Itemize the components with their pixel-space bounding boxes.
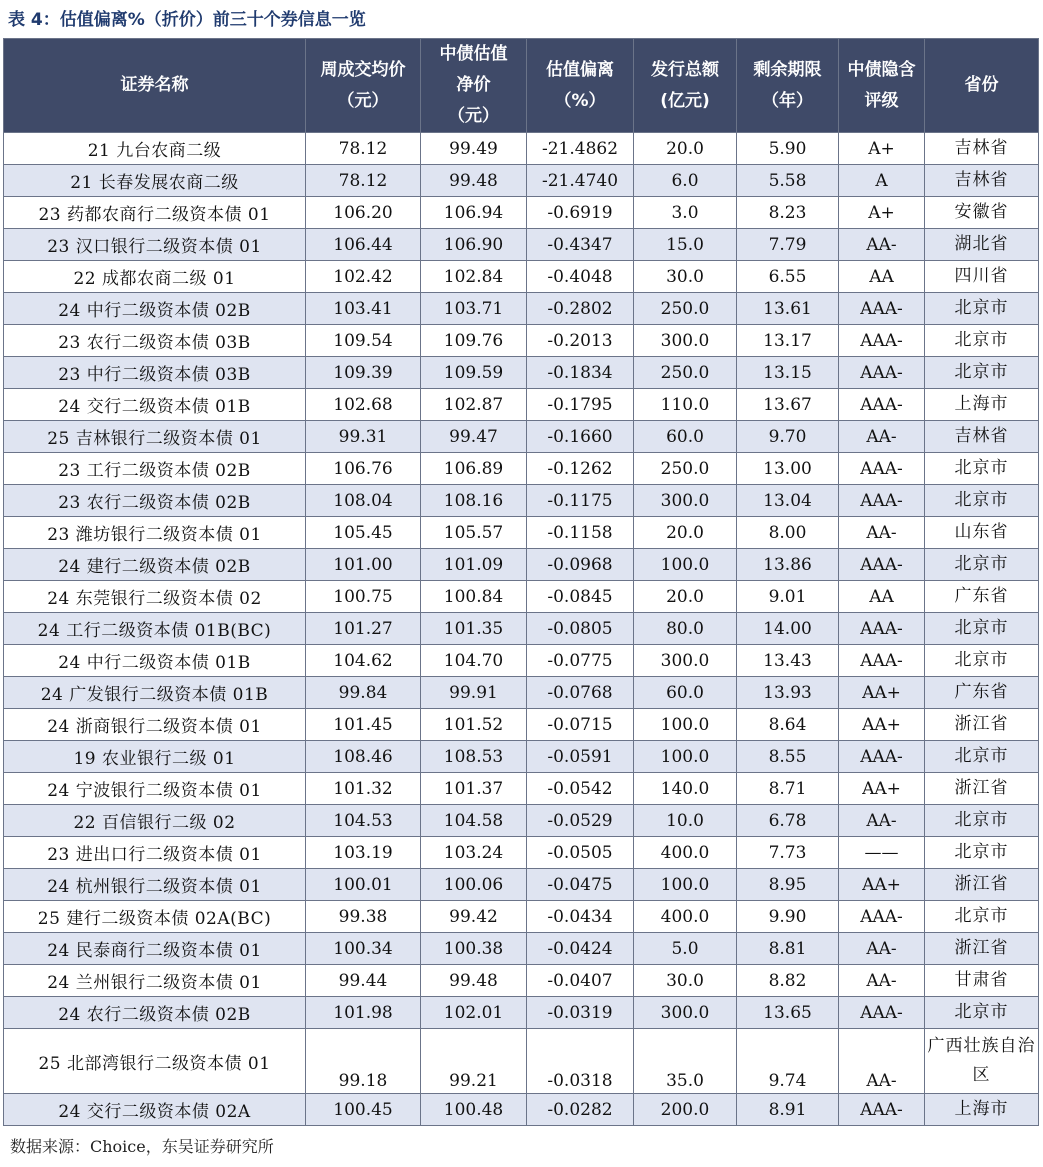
- cell-issue-size: 300.0: [634, 997, 737, 1029]
- cell-avg-price: 101.32: [306, 773, 421, 805]
- cell-issue-size: 15.0: [634, 229, 737, 261]
- cell-remaining-term: 6.78: [737, 805, 839, 837]
- cell-issue-size: 100.0: [634, 741, 737, 773]
- cell-issue-size: 300.0: [634, 645, 737, 677]
- table-row: [4, 485, 1039, 517]
- cell-avg-price: 106.20: [306, 197, 421, 229]
- cell-name: 21 长春发展农商二级: [4, 165, 306, 197]
- cell-implied-rating: AAA-: [839, 997, 925, 1029]
- cell-province: 湖北省: [925, 229, 1039, 261]
- bond-table: [3, 38, 1039, 1126]
- cell-avg-price: 78.12: [306, 133, 421, 165]
- cell-avg-price: 106.44: [306, 229, 421, 261]
- cell-province: 北京市: [925, 805, 1039, 837]
- cell-valuation-price: 99.48: [421, 165, 527, 197]
- table-row: [4, 293, 1039, 325]
- cell-remaining-term: 13.17: [737, 325, 839, 357]
- cell-remaining-term: 8.95: [737, 869, 839, 901]
- cell-implied-rating: AA-: [839, 229, 925, 261]
- cell-implied-rating: AA+: [839, 709, 925, 741]
- cell-issue-size: 250.0: [634, 453, 737, 485]
- cell-implied-rating: A+: [839, 133, 925, 165]
- cell-remaining-term: 8.91: [737, 1094, 839, 1126]
- table-row: [4, 933, 1039, 965]
- cell-province: 浙江省: [925, 933, 1039, 965]
- cell-name: 23 中行二级资本债 03B: [4, 357, 306, 389]
- cell-valuation-price: 102.84: [421, 261, 527, 293]
- header-name: 证券名称: [4, 39, 306, 133]
- table-row: [4, 709, 1039, 741]
- cell-province: 北京市: [925, 741, 1039, 773]
- cell-valuation-price: 104.58: [421, 805, 527, 837]
- cell-avg-price: 102.68: [306, 389, 421, 421]
- cell-issue-size: 80.0: [634, 613, 737, 645]
- cell-province: 上海市: [925, 1094, 1039, 1126]
- cell-avg-price: 104.62: [306, 645, 421, 677]
- cell-province: 山东省: [925, 517, 1039, 549]
- cell-province: 浙江省: [925, 709, 1039, 741]
- cell-province: 四川省: [925, 261, 1039, 293]
- cell-name: 22 成都农商二级 01: [4, 261, 306, 293]
- cell-valuation-price: 109.76: [421, 325, 527, 357]
- cell-name: 24 宁波银行二级资本债 01: [4, 773, 306, 805]
- cell-valuation-price: 101.09: [421, 549, 527, 581]
- cell-issue-size: 400.0: [634, 901, 737, 933]
- cell-implied-rating: AA: [839, 261, 925, 293]
- cell-deviation: -0.0318: [527, 1029, 634, 1094]
- cell-valuation-price: 102.01: [421, 997, 527, 1029]
- cell-deviation: -0.1795: [527, 389, 634, 421]
- cell-avg-price: 103.41: [306, 293, 421, 325]
- cell-province: 北京市: [925, 837, 1039, 869]
- header-remaining-term: 剩余期限（年）: [737, 39, 839, 133]
- cell-implied-rating: AAA-: [839, 741, 925, 773]
- cell-remaining-term: 13.61: [737, 293, 839, 325]
- cell-deviation: -0.4048: [527, 261, 634, 293]
- table-row: [4, 165, 1039, 197]
- cell-name: 24 中行二级资本债 01B: [4, 645, 306, 677]
- cell-valuation-price: 106.90: [421, 229, 527, 261]
- cell-deviation: -0.1158: [527, 517, 634, 549]
- cell-name: 24 农行二级资本债 02B: [4, 997, 306, 1029]
- cell-issue-size: 100.0: [634, 869, 737, 901]
- table-row: [4, 517, 1039, 549]
- table-row: [4, 581, 1039, 613]
- cell-province: 北京市: [925, 357, 1039, 389]
- table-row: [4, 773, 1039, 805]
- header-deviation: 估值偏离（%）: [527, 39, 634, 133]
- cell-issue-size: 35.0: [634, 1029, 737, 1094]
- cell-deviation: -0.0805: [527, 613, 634, 645]
- cell-issue-size: 20.0: [634, 133, 737, 165]
- cell-remaining-term: 13.93: [737, 677, 839, 709]
- cell-issue-size: 100.0: [634, 709, 737, 741]
- cell-province: 北京市: [925, 613, 1039, 645]
- cell-remaining-term: 9.70: [737, 421, 839, 453]
- cell-avg-price: 101.45: [306, 709, 421, 741]
- cell-deviation: -0.1262: [527, 453, 634, 485]
- cell-avg-price: 100.34: [306, 933, 421, 965]
- cell-valuation-price: 101.52: [421, 709, 527, 741]
- header-row: [4, 39, 1039, 133]
- cell-issue-size: 200.0: [634, 1094, 737, 1126]
- cell-province: 上海市: [925, 389, 1039, 421]
- table-row: [4, 197, 1039, 229]
- cell-valuation-price: 100.38: [421, 933, 527, 965]
- table-row: [4, 229, 1039, 261]
- cell-remaining-term: 13.43: [737, 645, 839, 677]
- cell-valuation-price: 100.84: [421, 581, 527, 613]
- header-valuation-price: 中债估值净价（元）: [421, 39, 527, 133]
- cell-remaining-term: 9.01: [737, 581, 839, 613]
- cell-deviation: -0.0715: [527, 709, 634, 741]
- cell-province: 北京市: [925, 325, 1039, 357]
- cell-implied-rating: AA+: [839, 773, 925, 805]
- cell-deviation: -0.1834: [527, 357, 634, 389]
- cell-issue-size: 30.0: [634, 965, 737, 997]
- cell-valuation-price: 99.42: [421, 901, 527, 933]
- cell-name: 24 民泰商行二级资本债 01: [4, 933, 306, 965]
- cell-valuation-price: 99.48: [421, 965, 527, 997]
- cell-implied-rating: AA-: [839, 933, 925, 965]
- cell-avg-price: 106.76: [306, 453, 421, 485]
- table-row: [4, 549, 1039, 581]
- cell-province: 广西壮族自治区: [925, 1029, 1039, 1094]
- cell-valuation-price: 102.87: [421, 389, 527, 421]
- cell-issue-size: 60.0: [634, 421, 737, 453]
- cell-deviation: -21.4862: [527, 133, 634, 165]
- cell-valuation-price: 99.21: [421, 1029, 527, 1094]
- cell-implied-rating: ——: [839, 837, 925, 869]
- cell-province: 北京市: [925, 549, 1039, 581]
- cell-valuation-price: 106.89: [421, 453, 527, 485]
- cell-name: 25 吉林银行二级资本债 01: [4, 421, 306, 453]
- cell-deviation: -0.4347: [527, 229, 634, 261]
- cell-province: 北京市: [925, 453, 1039, 485]
- cell-name: 24 建行二级资本债 02B: [4, 549, 306, 581]
- cell-deviation: -0.0775: [527, 645, 634, 677]
- cell-avg-price: 109.39: [306, 357, 421, 389]
- cell-remaining-term: 5.58: [737, 165, 839, 197]
- table-body: [4, 133, 1039, 1126]
- cell-remaining-term: 9.74: [737, 1029, 839, 1094]
- cell-deviation: -0.0505: [527, 837, 634, 869]
- cell-remaining-term: 8.00: [737, 517, 839, 549]
- cell-valuation-price: 108.53: [421, 741, 527, 773]
- table-row: [4, 453, 1039, 485]
- cell-issue-size: 60.0: [634, 677, 737, 709]
- cell-implied-rating: AA+: [839, 869, 925, 901]
- cell-province: 安徽省: [925, 197, 1039, 229]
- cell-implied-rating: AA-: [839, 517, 925, 549]
- cell-province: 吉林省: [925, 421, 1039, 453]
- cell-avg-price: 99.84: [306, 677, 421, 709]
- cell-valuation-price: 101.37: [421, 773, 527, 805]
- cell-implied-rating: AA-: [839, 805, 925, 837]
- cell-deviation: -0.2013: [527, 325, 634, 357]
- table-row: [4, 389, 1039, 421]
- cell-remaining-term: 13.00: [737, 453, 839, 485]
- cell-deviation: -21.4740: [527, 165, 634, 197]
- table-title: 表 4：估值偏离%（折价）前三十个券信息一览: [8, 10, 366, 30]
- cell-avg-price: 109.54: [306, 325, 421, 357]
- cell-implied-rating: A: [839, 165, 925, 197]
- cell-valuation-price: 100.48: [421, 1094, 527, 1126]
- cell-valuation-price: 103.71: [421, 293, 527, 325]
- cell-avg-price: 100.45: [306, 1094, 421, 1126]
- cell-issue-size: 250.0: [634, 293, 737, 325]
- cell-province: 北京市: [925, 485, 1039, 517]
- cell-remaining-term: 7.79: [737, 229, 839, 261]
- table-row: [4, 805, 1039, 837]
- cell-name: 24 交行二级资本债 01B: [4, 389, 306, 421]
- cell-deviation: -0.0542: [527, 773, 634, 805]
- cell-name: 22 百信银行二级 02: [4, 805, 306, 837]
- cell-name: 24 东莞银行二级资本债 02: [4, 581, 306, 613]
- cell-avg-price: 101.00: [306, 549, 421, 581]
- cell-name: 24 交行二级资本债 02A: [4, 1094, 306, 1126]
- cell-remaining-term: 6.55: [737, 261, 839, 293]
- cell-remaining-term: 13.15: [737, 357, 839, 389]
- cell-avg-price: 100.01: [306, 869, 421, 901]
- cell-implied-rating: AAA-: [839, 613, 925, 645]
- cell-name: 23 工行二级资本债 02B: [4, 453, 306, 485]
- cell-valuation-price: 99.91: [421, 677, 527, 709]
- cell-implied-rating: AA-: [839, 965, 925, 997]
- table-row: [4, 421, 1039, 453]
- cell-valuation-price: 99.49: [421, 133, 527, 165]
- cell-implied-rating: AAA-: [839, 645, 925, 677]
- cell-implied-rating: AAA-: [839, 549, 925, 581]
- cell-avg-price: 103.19: [306, 837, 421, 869]
- cell-name: 23 进出口行二级资本债 01: [4, 837, 306, 869]
- cell-avg-price: 101.27: [306, 613, 421, 645]
- cell-valuation-price: 100.06: [421, 869, 527, 901]
- cell-implied-rating: AAA-: [839, 1094, 925, 1126]
- cell-deviation: -0.0475: [527, 869, 634, 901]
- cell-implied-rating: AAA-: [839, 357, 925, 389]
- cell-deviation: -0.0407: [527, 965, 634, 997]
- table-row: [4, 645, 1039, 677]
- cell-deviation: -0.0968: [527, 549, 634, 581]
- cell-issue-size: 30.0: [634, 261, 737, 293]
- cell-deviation: -0.0424: [527, 933, 634, 965]
- cell-province: 北京市: [925, 901, 1039, 933]
- table-row: [4, 261, 1039, 293]
- table-row: [4, 1094, 1039, 1126]
- cell-avg-price: 99.38: [306, 901, 421, 933]
- cell-name: 25 建行二级资本债 02A(BC): [4, 901, 306, 933]
- cell-issue-size: 3.0: [634, 197, 737, 229]
- cell-remaining-term: 14.00: [737, 613, 839, 645]
- table-row: [4, 357, 1039, 389]
- cell-deviation: -0.0282: [527, 1094, 634, 1126]
- cell-valuation-price: 105.57: [421, 517, 527, 549]
- source-note: 数据来源：Choice，东吴证券研究所: [10, 1137, 274, 1156]
- cell-avg-price: 100.75: [306, 581, 421, 613]
- cell-name: 24 杭州银行二级资本债 01: [4, 869, 306, 901]
- cell-valuation-price: 108.16: [421, 485, 527, 517]
- cell-issue-size: 400.0: [634, 837, 737, 869]
- table-row: [4, 965, 1039, 997]
- cell-implied-rating: AAA-: [839, 485, 925, 517]
- cell-name: 25 北部湾银行二级资本债 01: [4, 1029, 306, 1094]
- cell-name: 24 中行二级资本债 02B: [4, 293, 306, 325]
- cell-deviation: -0.2802: [527, 293, 634, 325]
- cell-implied-rating: A+: [839, 197, 925, 229]
- cell-implied-rating: AA-: [839, 421, 925, 453]
- cell-name: 23 潍坊银行二级资本债 01: [4, 517, 306, 549]
- table-row: [4, 613, 1039, 645]
- cell-deviation: -0.6919: [527, 197, 634, 229]
- cell-avg-price: 108.46: [306, 741, 421, 773]
- cell-valuation-price: 106.94: [421, 197, 527, 229]
- cell-implied-rating: AA+: [839, 677, 925, 709]
- cell-remaining-term: 5.90: [737, 133, 839, 165]
- cell-remaining-term: 8.23: [737, 197, 839, 229]
- table-row: [4, 741, 1039, 773]
- header-implied-rating: 中债隐含评级: [839, 39, 925, 133]
- cell-valuation-price: 101.35: [421, 613, 527, 645]
- cell-name: 24 兰州银行二级资本债 01: [4, 965, 306, 997]
- cell-province: 甘肃省: [925, 965, 1039, 997]
- cell-province: 广东省: [925, 581, 1039, 613]
- cell-deviation: -0.1175: [527, 485, 634, 517]
- cell-remaining-term: 13.65: [737, 997, 839, 1029]
- cell-name: 23 药都农商行二级资本债 01: [4, 197, 306, 229]
- cell-remaining-term: 8.64: [737, 709, 839, 741]
- cell-remaining-term: 9.90: [737, 901, 839, 933]
- cell-implied-rating: AAA-: [839, 293, 925, 325]
- cell-implied-rating: AA: [839, 581, 925, 613]
- cell-deviation: -0.0845: [527, 581, 634, 613]
- cell-issue-size: 250.0: [634, 357, 737, 389]
- cell-issue-size: 140.0: [634, 773, 737, 805]
- cell-avg-price: 78.12: [306, 165, 421, 197]
- table-row: [4, 677, 1039, 709]
- cell-avg-price: 108.04: [306, 485, 421, 517]
- cell-deviation: -0.0434: [527, 901, 634, 933]
- header-province: 省份: [925, 39, 1039, 133]
- table-row: [4, 133, 1039, 165]
- cell-valuation-price: 99.47: [421, 421, 527, 453]
- cell-issue-size: 20.0: [634, 517, 737, 549]
- table-header: [4, 39, 1039, 133]
- table-row: [4, 837, 1039, 869]
- cell-deviation: -0.0529: [527, 805, 634, 837]
- cell-avg-price: 102.42: [306, 261, 421, 293]
- cell-remaining-term: 8.81: [737, 933, 839, 965]
- cell-province: 北京市: [925, 645, 1039, 677]
- cell-province: 北京市: [925, 997, 1039, 1029]
- cell-name: 23 农行二级资本债 02B: [4, 485, 306, 517]
- cell-deviation: -0.1660: [527, 421, 634, 453]
- cell-name: 24 广发银行二级资本债 01B: [4, 677, 306, 709]
- cell-province: 吉林省: [925, 133, 1039, 165]
- cell-valuation-price: 109.59: [421, 357, 527, 389]
- table-row: [4, 325, 1039, 357]
- cell-valuation-price: 104.70: [421, 645, 527, 677]
- cell-name: 21 九台农商二级: [4, 133, 306, 165]
- cell-remaining-term: 8.82: [737, 965, 839, 997]
- cell-province: 浙江省: [925, 773, 1039, 805]
- table-row: [4, 901, 1039, 933]
- cell-issue-size: 300.0: [634, 485, 737, 517]
- cell-remaining-term: 13.04: [737, 485, 839, 517]
- cell-remaining-term: 7.73: [737, 837, 839, 869]
- table-row: [4, 869, 1039, 901]
- cell-name: 24 工行二级资本债 01B(BC): [4, 613, 306, 645]
- cell-remaining-term: 13.86: [737, 549, 839, 581]
- cell-issue-size: 300.0: [634, 325, 737, 357]
- cell-issue-size: 6.0: [634, 165, 737, 197]
- cell-name: 24 浙商银行二级资本债 01: [4, 709, 306, 741]
- cell-avg-price: 101.98: [306, 997, 421, 1029]
- cell-deviation: -0.0591: [527, 741, 634, 773]
- cell-issue-size: 110.0: [634, 389, 737, 421]
- cell-avg-price: 99.44: [306, 965, 421, 997]
- cell-name: 23 汉口银行二级资本债 01: [4, 229, 306, 261]
- table-row: [4, 997, 1039, 1029]
- cell-issue-size: 100.0: [634, 549, 737, 581]
- cell-issue-size: 5.0: [634, 933, 737, 965]
- cell-province: 北京市: [925, 293, 1039, 325]
- cell-avg-price: 99.18: [306, 1029, 421, 1094]
- cell-avg-price: 99.31: [306, 421, 421, 453]
- cell-implied-rating: AAA-: [839, 453, 925, 485]
- cell-implied-rating: AAA-: [839, 325, 925, 357]
- cell-implied-rating: AAA-: [839, 389, 925, 421]
- cell-name: 23 农行二级资本债 03B: [4, 325, 306, 357]
- cell-province: 广东省: [925, 677, 1039, 709]
- cell-remaining-term: 8.71: [737, 773, 839, 805]
- table-row: [4, 1029, 1039, 1094]
- cell-remaining-term: 8.55: [737, 741, 839, 773]
- header-avg-price: 周成交均价（元）: [306, 39, 421, 133]
- cell-province: 浙江省: [925, 869, 1039, 901]
- cell-remaining-term: 13.67: [737, 389, 839, 421]
- cell-avg-price: 105.45: [306, 517, 421, 549]
- cell-issue-size: 20.0: [634, 581, 737, 613]
- cell-issue-size: 10.0: [634, 805, 737, 837]
- cell-valuation-price: 103.24: [421, 837, 527, 869]
- cell-name: 19 农业银行二级 01: [4, 741, 306, 773]
- cell-deviation: -0.0768: [527, 677, 634, 709]
- cell-province: 吉林省: [925, 165, 1039, 197]
- cell-implied-rating: AAA-: [839, 901, 925, 933]
- header-issue-size: 发行总额(亿元): [634, 39, 737, 133]
- cell-deviation: -0.0319: [527, 997, 634, 1029]
- cell-implied-rating: AA-: [839, 1029, 925, 1094]
- cell-avg-price: 104.53: [306, 805, 421, 837]
